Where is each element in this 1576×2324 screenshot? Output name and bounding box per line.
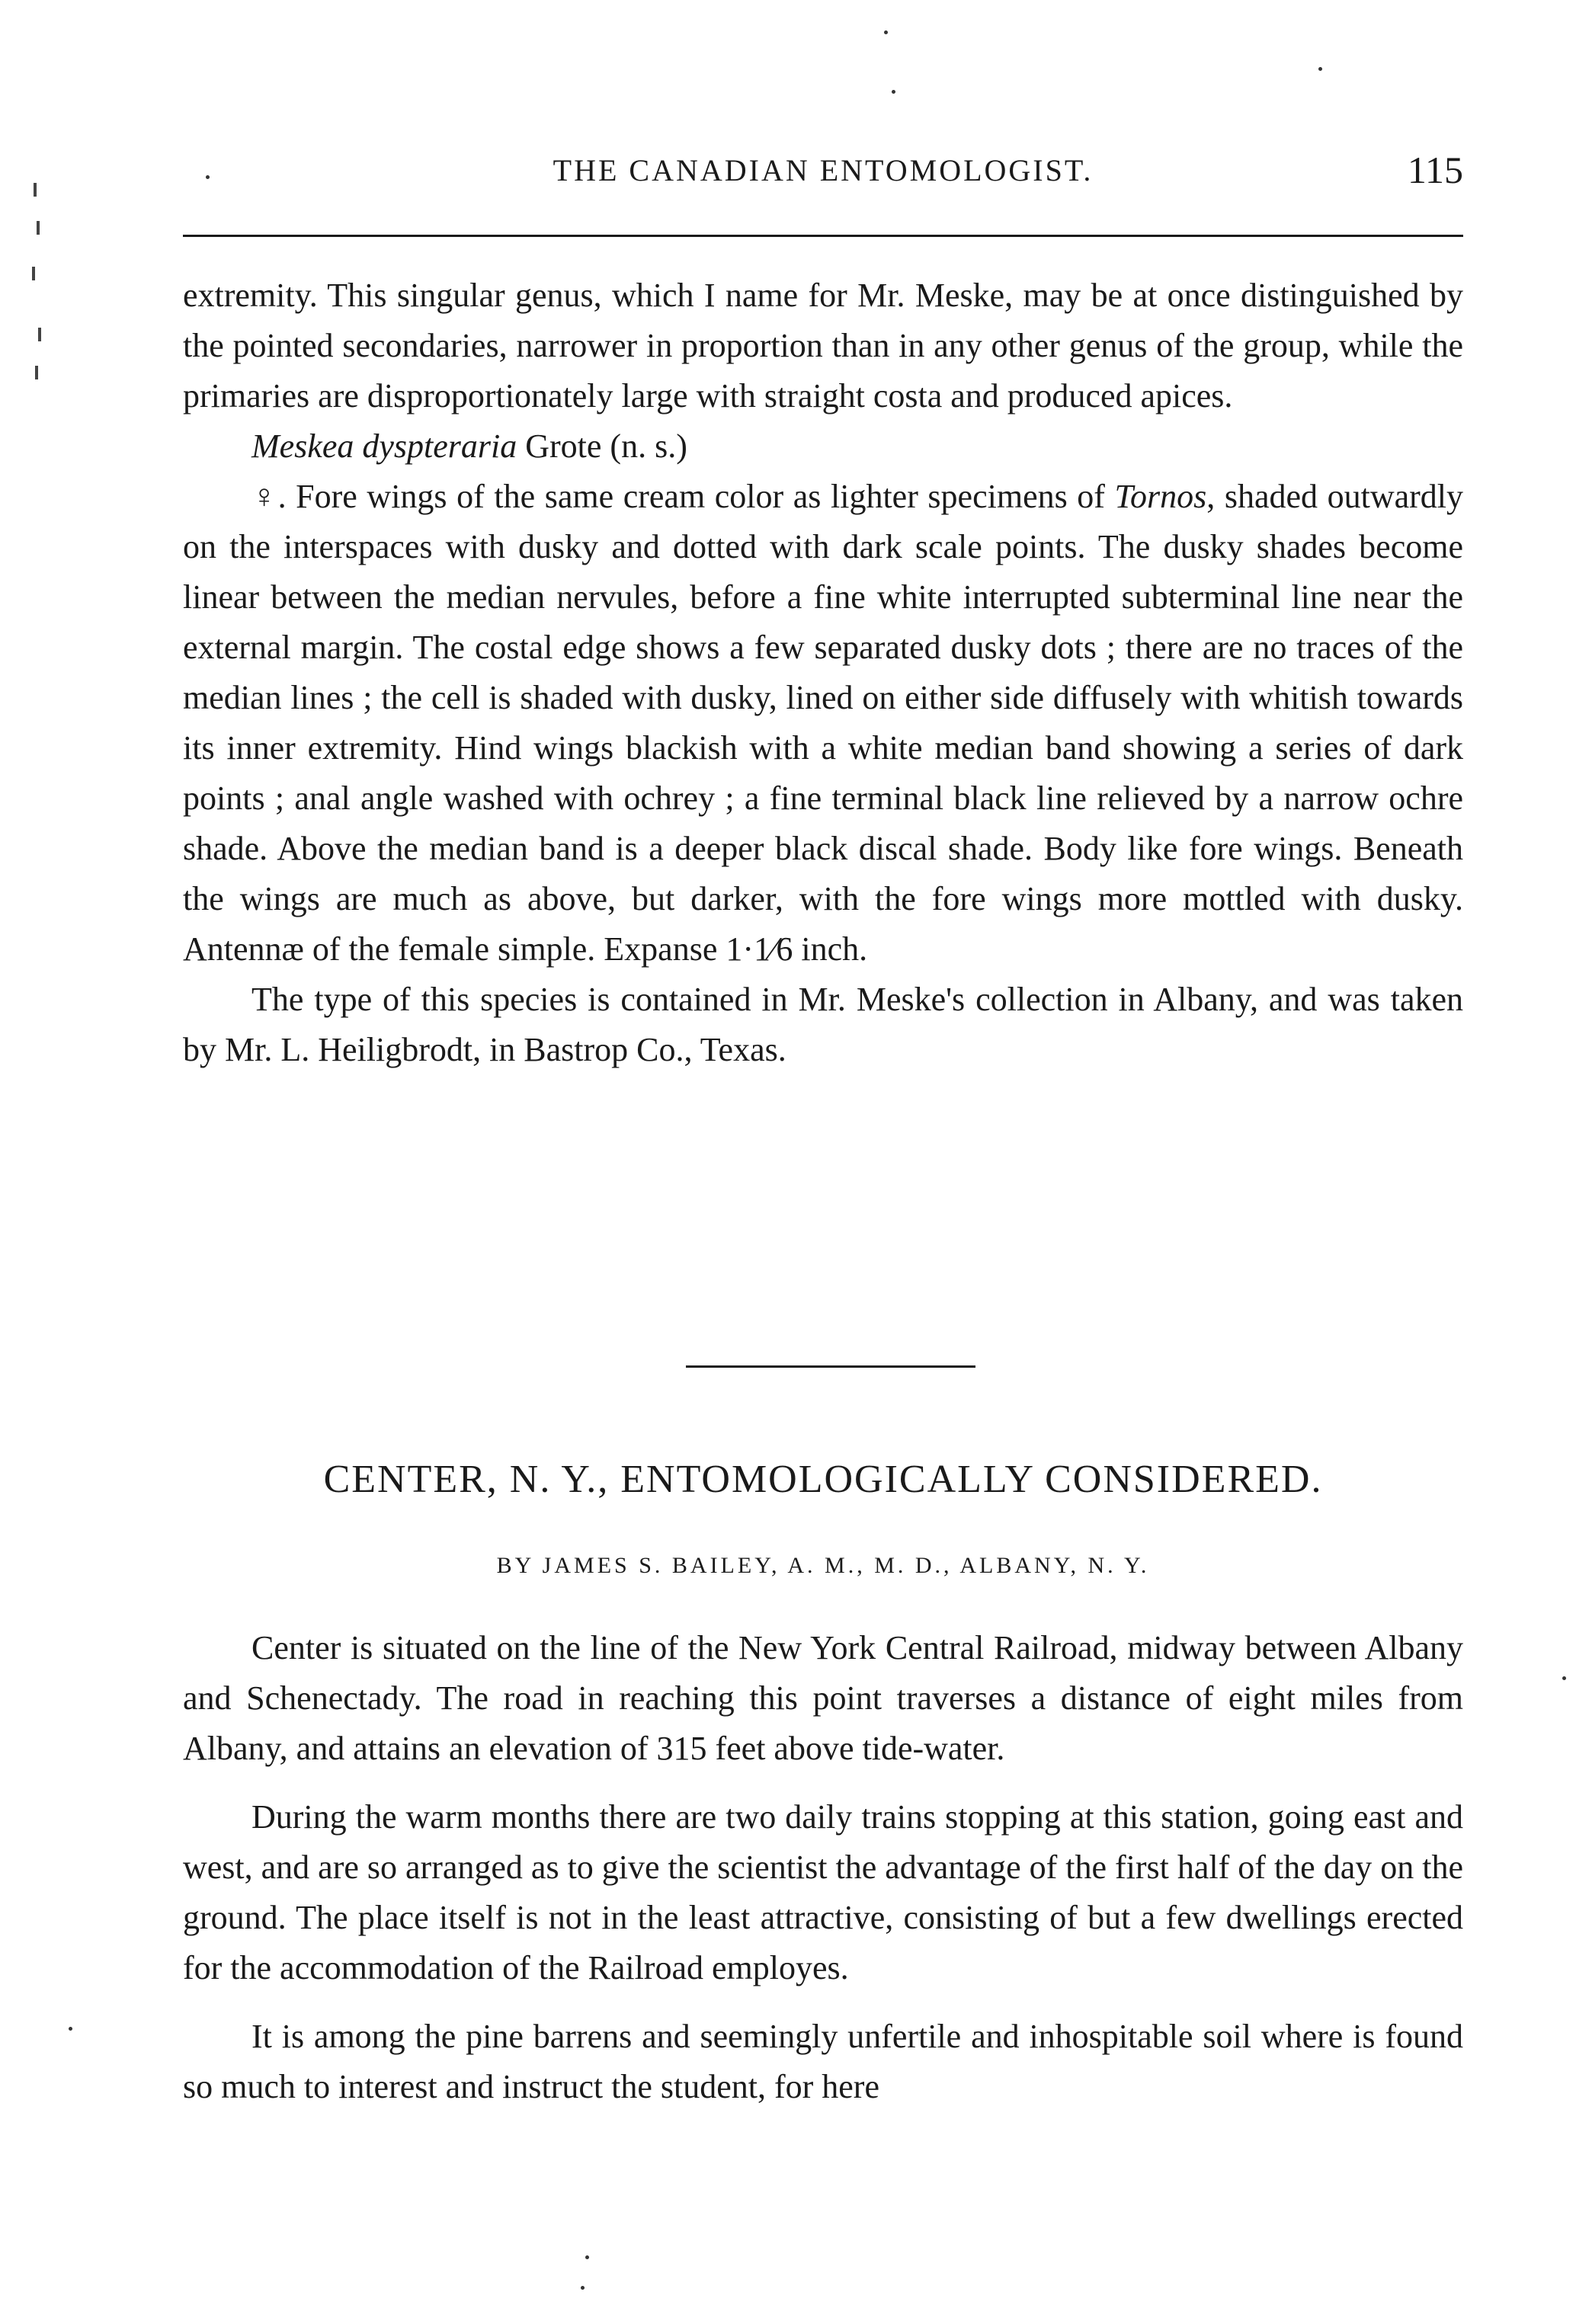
article-paragraph-3: It is among the pine barrens and seemingly unfertile and inhospitable soil where is found so much to interest and instruct the student, for here (183, 2018, 1463, 2105)
species-name: Meskea dyspteraria (251, 427, 517, 465)
margin-specks (30, 175, 61, 419)
journal-title: THE CANADIAN ENTOMOLOGIST. (553, 153, 1094, 187)
genus-tornos: Tornos (1114, 478, 1207, 515)
article-paragraph-1: Center is situated on the line of the New York Central Railroad, midway between Albany and Schenectady. The road in reaching this point traverses a distance of eight miles from Albany, and attains an elevation of 315 feet above tide-water. (183, 1629, 1463, 1767)
scan-speck (884, 30, 888, 34)
paragraph-type-locality: The type of this species is contained in Mr. Meske's collection in Albany, and was taken by Mr. L. Heiligbrodt, in Bastrop Co., Texas. (183, 981, 1463, 1068)
header-rule (183, 235, 1463, 237)
scan-speck (1318, 67, 1322, 71)
article-byline: BY JAMES S. BAILEY, A. M., M. D., ALBANY, N. Y. (496, 1553, 1150, 1578)
page-number: 115 (1407, 149, 1463, 191)
scan-speck (585, 2255, 589, 2259)
species-heading (183, 421, 1463, 472)
scan-speck (581, 2286, 585, 2290)
species-author: Grote (n. s.) (517, 427, 687, 465)
scan-speck (892, 90, 895, 94)
paragraph-genus-note: extremity. This singular genus, which I name for Mr. Meske, may be at once distinguished by the pointed secondaries, narrower in proportion than in any other genus of the group, while the primaries are disproportionately large with straight costa and produced apices. (183, 277, 1463, 415)
scan-speck (1562, 1676, 1566, 1680)
female-symbol: ♀. (251, 478, 287, 515)
description-text-a: Fore wings of the same cream color as lighter specimens of (286, 478, 1115, 515)
description-text-b: , shaded outwardly on the interspaces with dusky and dotted with dark scale points. The dusky shades become linear between the median nervules, before a fine white interrupted subterminal line near the external margin. The costal edge shows a few separated dusky dots ; there are no traces of the median lines ; the cell is shaded with dusky, lined on either side diffusely with whitish towards its inner extremity. Hind wings blackish with a white median band showing a series of dark points ; anal angle washed with ochrey ; a fine terminal black line relieved by a narrow ochre shade. Above the median band is a deeper black discal shade. Body like fore wings. Beneath the wings are much as above, but darker, with the fore wings more mottled with dusky. Antennæ of the female simple. Expanse 1·1⁄6 inch. (183, 478, 1463, 968)
article-body (183, 1623, 1463, 2112)
species-description (183, 270, 1463, 1075)
article-paragraph-2: During the warm months there are two daily trains stopping at this station, going east and west, and are so arranged as to give the scientist the advantage of the first half of the day on the ground. The place itself is not in the least attractive, consisting of but a few dwellings erected for the accommodation of the Railroad employes. (183, 1798, 1463, 1986)
section-separator (686, 1365, 975, 1368)
running-head (183, 149, 1463, 198)
paragraph-description (183, 472, 1463, 975)
article-title: CENTER, N. Y., ENTOMOLOGICALLY CONSIDERED. (323, 1458, 1323, 1501)
scan-speck (69, 2027, 72, 2031)
